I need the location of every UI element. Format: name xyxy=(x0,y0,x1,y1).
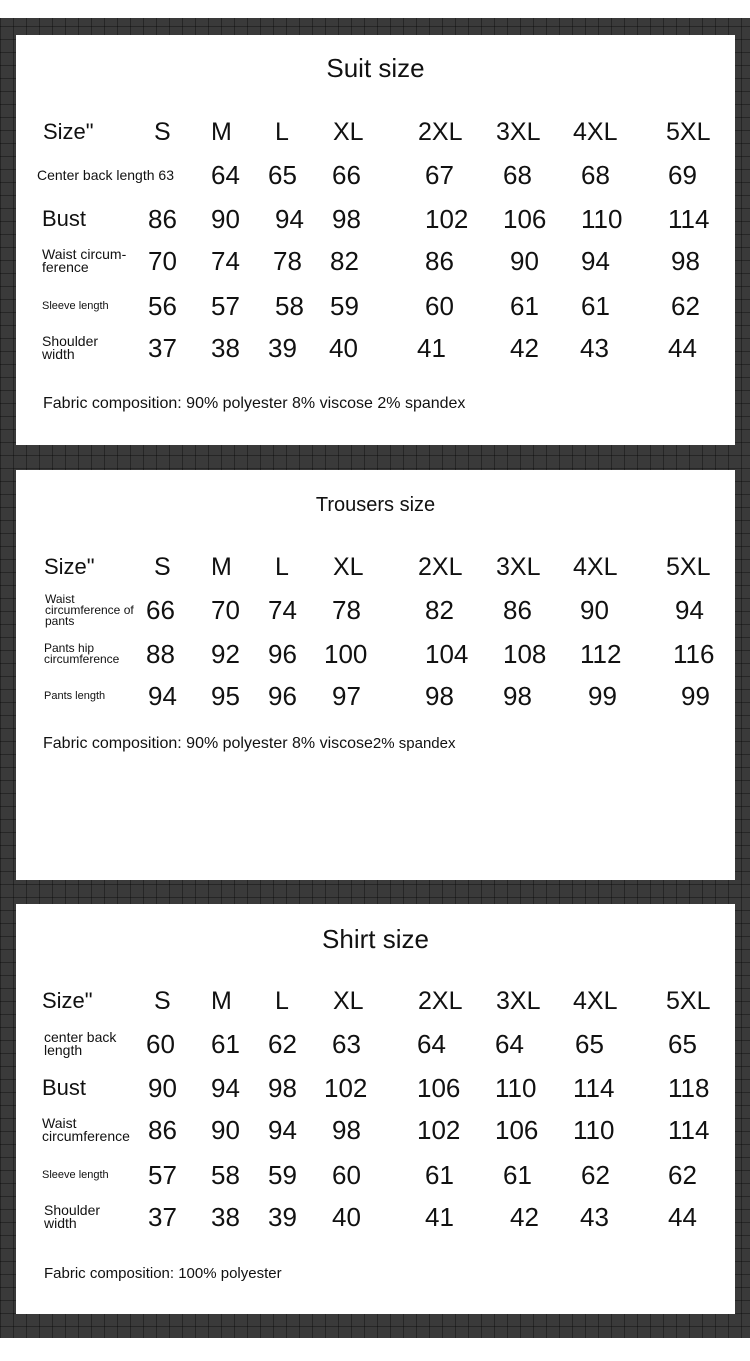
size-2xl: 2XL xyxy=(418,553,463,581)
value-s: 88 xyxy=(146,639,175,669)
shirt-row-center-back-length xyxy=(16,1024,735,1064)
value-3xl: 64 xyxy=(495,1029,524,1059)
trousers-header-row xyxy=(16,547,735,587)
row-label: Bust xyxy=(42,1075,87,1100)
value-xl: 78 xyxy=(332,595,361,625)
value-xl: 97 xyxy=(332,681,361,711)
value-4xl: 90 xyxy=(580,595,609,625)
value-4xl: 43 xyxy=(580,333,609,363)
value-l: 96 xyxy=(268,639,297,669)
value-s: 56 xyxy=(148,291,177,321)
suit-size-panel xyxy=(16,35,735,445)
value-xl: 66 xyxy=(332,160,361,190)
suit-row-waist xyxy=(16,241,735,281)
row-label: Waist circumference of pants xyxy=(45,591,134,628)
value-4xl: 61 xyxy=(581,291,610,321)
value-m: 70 xyxy=(211,595,240,625)
value-5xl: 44 xyxy=(668,1202,697,1232)
suit-row-bust xyxy=(16,199,735,239)
value-xl: 82 xyxy=(330,246,359,276)
value-xl: 102 xyxy=(324,1073,368,1103)
size-3xl: 3XL xyxy=(496,987,541,1015)
size-l: L xyxy=(275,118,289,146)
size-header-label: Size" xyxy=(42,988,93,1013)
bottom-border xyxy=(0,1338,750,1361)
suit-size-title: Suit size xyxy=(326,53,425,83)
value-s: 94 xyxy=(148,681,177,711)
value-l: 62 xyxy=(268,1029,297,1059)
value-5xl: 114 xyxy=(668,1115,710,1145)
size-3xl: 3XL xyxy=(496,553,541,581)
value-l: 78 xyxy=(273,246,302,276)
value-m: 58 xyxy=(211,1160,240,1190)
trousers-size-panel xyxy=(16,470,735,880)
value-2xl: 61 xyxy=(425,1160,454,1190)
value-xl: 40 xyxy=(329,333,358,363)
size-3xl: 3XL xyxy=(496,118,541,146)
shirt-header-row xyxy=(16,981,735,1021)
value-5xl: 69 xyxy=(668,160,697,190)
suit-fabric-composition: Fabric composition: 90% polyester 8% viscose 2% spandex xyxy=(43,395,466,412)
suit-row-sleeve-length xyxy=(16,286,735,326)
value-3xl: 106 xyxy=(503,204,547,234)
shirt-row-bust xyxy=(16,1068,735,1108)
row-label: Sleeve length xyxy=(42,1169,109,1181)
value-m: 74 xyxy=(211,246,240,276)
value-l: 74 xyxy=(268,595,297,625)
value-xl: 60 xyxy=(332,1160,361,1190)
value-m: 90 xyxy=(211,204,240,234)
value-l: 94 xyxy=(268,1115,297,1145)
value-5xl: 62 xyxy=(668,1160,697,1190)
row-label: Center back length 63 xyxy=(37,166,174,183)
value-2xl: 104 xyxy=(425,639,469,669)
row-label: center back length xyxy=(44,1029,117,1058)
value-4xl: 110 xyxy=(581,204,623,234)
value-3xl: 61 xyxy=(510,291,539,321)
value-l: 96 xyxy=(268,681,297,711)
value-5xl: 65 xyxy=(668,1029,697,1059)
size-header-label: Size" xyxy=(43,119,94,144)
row-label: Sleeve length xyxy=(42,300,109,312)
value-s: 37 xyxy=(148,1202,177,1232)
value-l: 65 xyxy=(268,160,297,190)
value-4xl: 110 xyxy=(573,1115,615,1145)
size-m: M xyxy=(211,118,232,146)
size-s: S xyxy=(154,553,171,581)
value-4xl: 114 xyxy=(573,1073,615,1103)
size-2xl: 2XL xyxy=(418,118,463,146)
size-2xl: 2XL xyxy=(418,987,463,1015)
value-5xl: 98 xyxy=(671,246,700,276)
value-4xl: 68 xyxy=(581,160,610,190)
value-l: 98 xyxy=(268,1073,297,1103)
value-2xl: 41 xyxy=(425,1202,454,1232)
value-l: 39 xyxy=(268,333,297,363)
value-m: 38 xyxy=(211,1202,240,1232)
value-l: 58 xyxy=(275,291,304,321)
row-label: Waist circumference xyxy=(42,246,127,275)
value-2xl: 102 xyxy=(425,204,469,234)
value-m: 38 xyxy=(211,333,240,363)
row-label: Pants hip circumference xyxy=(44,641,120,666)
value-l: 39 xyxy=(268,1202,297,1232)
size-5xl: 5XL xyxy=(666,553,711,581)
value-xl: 40 xyxy=(332,1202,361,1232)
value-3xl: 110 xyxy=(495,1073,537,1103)
size-m: M xyxy=(211,553,232,581)
size-4xl: 4XL xyxy=(573,118,618,146)
value-2xl: 106 xyxy=(417,1073,461,1103)
row-label: Shoulder width xyxy=(44,1202,101,1231)
shirt-row-sleeve-length xyxy=(16,1155,735,1195)
value-s: 90 xyxy=(148,1073,177,1103)
shirt-row-shoulder-width xyxy=(16,1197,735,1237)
value-s: 86 xyxy=(148,204,177,234)
value-5xl: 114 xyxy=(668,204,710,234)
row-label: Bust xyxy=(42,206,87,231)
row-label: Shoulder width xyxy=(42,333,99,362)
shirt-size-title: Shirt size xyxy=(322,924,429,954)
value-2xl: 102 xyxy=(417,1115,461,1145)
value-3xl: 42 xyxy=(510,333,539,363)
value-2xl: 86 xyxy=(425,246,454,276)
top-border xyxy=(0,0,750,18)
value-xl: 59 xyxy=(330,291,359,321)
value-3xl: 68 xyxy=(503,160,532,190)
size-l: L xyxy=(275,553,289,581)
value-xl: 63 xyxy=(332,1029,361,1059)
value-m: 61 xyxy=(211,1029,240,1059)
value-m: 57 xyxy=(211,291,240,321)
size-5xl: 5XL xyxy=(666,118,711,146)
value-s: 60 xyxy=(146,1029,175,1059)
row-label: Waist circumference xyxy=(42,1115,130,1144)
value-5xl: 62 xyxy=(671,291,700,321)
size-m: M xyxy=(211,987,232,1015)
value-3xl: 108 xyxy=(503,639,547,669)
fabric-text-extra: 2% spandex xyxy=(372,735,456,752)
trousers-row-pants-length xyxy=(16,676,735,716)
value-s: 37 xyxy=(148,333,177,363)
trousers-row-waist xyxy=(16,590,735,630)
value-m: 90 xyxy=(211,1115,240,1145)
suit-header-row xyxy=(16,112,735,152)
size-4xl: 4XL xyxy=(573,553,618,581)
fabric-text: Fabric composition: 90% polyester 8% viscose xyxy=(43,735,373,752)
trousers-fabric-composition xyxy=(43,735,455,753)
value-xl: 98 xyxy=(332,1115,361,1145)
shirt-size-panel xyxy=(16,904,735,1314)
value-s: 86 xyxy=(148,1115,177,1145)
value-2xl: 98 xyxy=(425,681,454,711)
value-3xl: 42 xyxy=(510,1202,539,1232)
value-s: 70 xyxy=(148,246,177,276)
value-5xl: 99 xyxy=(681,681,710,711)
value-l: 59 xyxy=(268,1160,297,1190)
value-4xl: 62 xyxy=(581,1160,610,1190)
shirt-fabric-composition: Fabric composition: 100% polyester xyxy=(44,1265,282,1282)
value-4xl: 112 xyxy=(580,639,622,669)
value-5xl: 118 xyxy=(668,1073,710,1103)
size-xl: XL xyxy=(333,118,364,146)
size-5xl: 5XL xyxy=(666,987,711,1015)
value-s: 66 xyxy=(146,595,175,625)
trousers-size-title: Trousers size xyxy=(315,494,436,516)
value-4xl: 99 xyxy=(588,681,617,711)
value-m: 64 xyxy=(211,160,240,190)
value-xl: 98 xyxy=(332,204,361,234)
value-2xl: 41 xyxy=(417,333,446,363)
value-m: 92 xyxy=(211,639,240,669)
size-xl: XL xyxy=(333,553,364,581)
value-2xl: 82 xyxy=(425,595,454,625)
size-s: S xyxy=(154,987,171,1015)
value-xl: 100 xyxy=(324,639,368,669)
value-4xl: 43 xyxy=(580,1202,609,1232)
value-l: 94 xyxy=(275,204,304,234)
row-label: Pants length xyxy=(44,690,106,702)
size-xl: XL xyxy=(333,987,364,1015)
value-m: 94 xyxy=(211,1073,240,1103)
value-3xl: 86 xyxy=(503,595,532,625)
value-2xl: 64 xyxy=(417,1029,446,1059)
shirt-row-waist xyxy=(16,1110,735,1150)
value-5xl: 116 xyxy=(673,639,715,669)
value-3xl: 106 xyxy=(495,1115,539,1145)
suit-row-shoulder-width xyxy=(16,328,735,368)
value-s: 57 xyxy=(148,1160,177,1190)
value-3xl: 90 xyxy=(510,246,539,276)
value-3xl: 61 xyxy=(503,1160,532,1190)
size-l: L xyxy=(275,987,289,1015)
suit-row-center-back-length xyxy=(16,155,735,195)
size-header-label: Size" xyxy=(44,554,95,579)
value-4xl: 65 xyxy=(575,1029,604,1059)
value-5xl: 44 xyxy=(668,333,697,363)
value-4xl: 94 xyxy=(581,246,610,276)
value-3xl: 98 xyxy=(503,681,532,711)
value-5xl: 94 xyxy=(675,595,704,625)
size-s: S xyxy=(154,118,171,146)
value-m: 95 xyxy=(211,681,240,711)
size-4xl: 4XL xyxy=(573,987,618,1015)
value-2xl: 60 xyxy=(425,291,454,321)
trousers-row-hip xyxy=(16,634,735,674)
value-2xl: 67 xyxy=(425,160,454,190)
